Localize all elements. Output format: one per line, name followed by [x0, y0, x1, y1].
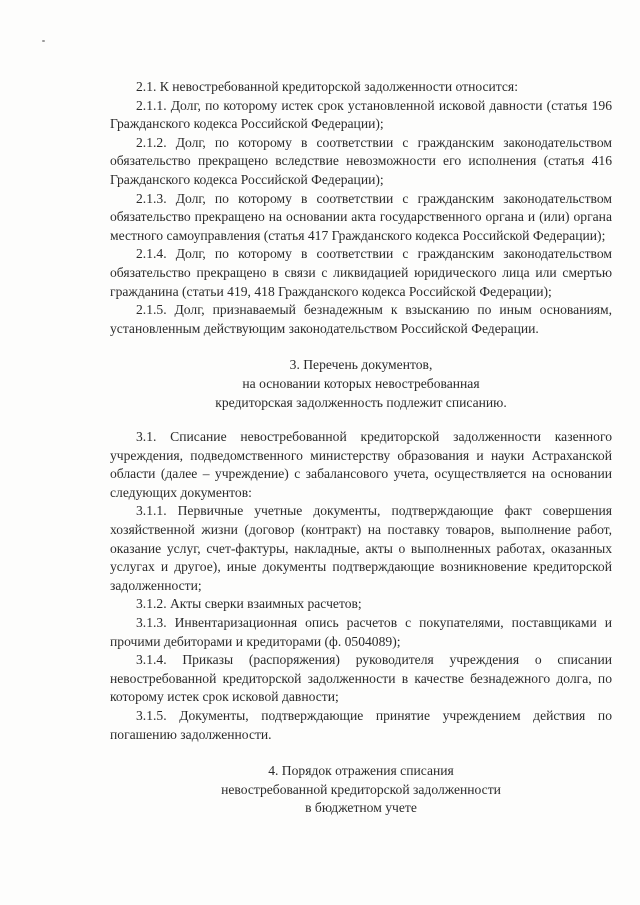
paragraph-2-1-3: 2.1.3. Долг, по которому в соответствии с гражданским законодательством обязательство прекращено на основании акта государственного органа и (или) органа местного самоуправления (статья 417 Гражданского кодекса Российской Федерации); — [110, 190, 612, 243]
paragraph-3-1-5: 3.1.5. Документы, подтверждающие принятие учреждением действия по погашению задолженности. — [110, 708, 612, 742]
heading-line: 3. Перечень документов, — [289, 357, 433, 373]
section-4-heading — [110, 762, 612, 818]
heading-line: на основании которых невостребованная — [242, 375, 480, 391]
paragraph-2-1-5: 2.1.5. Долг, признаваемый безнадежным к взысканию по иным основаниям, установленным действующим законодательством Российской Федерации. — [110, 302, 612, 336]
heading-line: 4. Порядок отражения списания — [268, 763, 454, 779]
paragraph-3-1: 3.1. Списание невостребованной кредиторской задолженности казенного учреждения, подведомственного министерству образования и науки Астраханской области (далее – учреждение) с забалансового учета, осуществляется на основании следующих документов: — [110, 429, 612, 500]
scan-speck — [42, 40, 45, 42]
heading-line: невостребованной кредиторской задолженности — [221, 781, 501, 797]
paragraph-2-1: 2.1. К невостребованной кредиторской задолженности относится: — [136, 79, 518, 94]
paragraph-2-1-1: 2.1.1. Долг, по которому истек срок установленной исковой давности (статья 196 Гражданского кодекса Российской Федерации); — [110, 97, 612, 132]
paragraph-2-1-4: 2.1.4. Долг, по которому в соответствии с гражданским законодательством обязательство прекращено в связи с ликвидацией юридического лица или смертью гражданина (статьи 419, 418 Гражданского кодекса Российской Федерации); — [110, 246, 612, 299]
paragraph-3-1-2: 3.1.2. Акты сверки взаимных расчетов; — [136, 596, 362, 612]
paragraph-2-1-2: 2.1.2. Долг, по которому в соответствии с гражданским законодательством обязательство прекращено вследствие невозможности его исполнения (статья 416 Гражданского кодекса Российской Федерации); — [110, 134, 612, 187]
paragraph-3-1-3: 3.1.3. Инвентаризационная опись расчетов с покупателями, поставщиками и прочими дебиторами и кредиторами (ф. 0504089); — [110, 615, 612, 649]
section-3-heading — [110, 356, 612, 412]
document-body — [110, 78, 612, 818]
heading-line: в бюджетном учете — [305, 800, 417, 816]
heading-line: кредиторская задолженность подлежит списанию. — [215, 394, 507, 410]
paragraph-3-1-4: 3.1.4. Приказы (распоряжения) руководителя учреждения о списании невостребованной кредиторской задолженности в качестве безнадежного долга, по которому истек срок исковой давности; — [110, 652, 612, 705]
paragraph-3-1-1: 3.1.1. Первичные учетные документы, подтверждающие факт совершения хозяйственной жизни (договор (контракт) на поставку товаров, выполнение работ, оказание услуг, счет-фактуры, накладные, акты о выполненных работах, оказанных услугах и другое), иные документы подтверждающие возникновение кредиторской задолженности; — [110, 503, 612, 593]
